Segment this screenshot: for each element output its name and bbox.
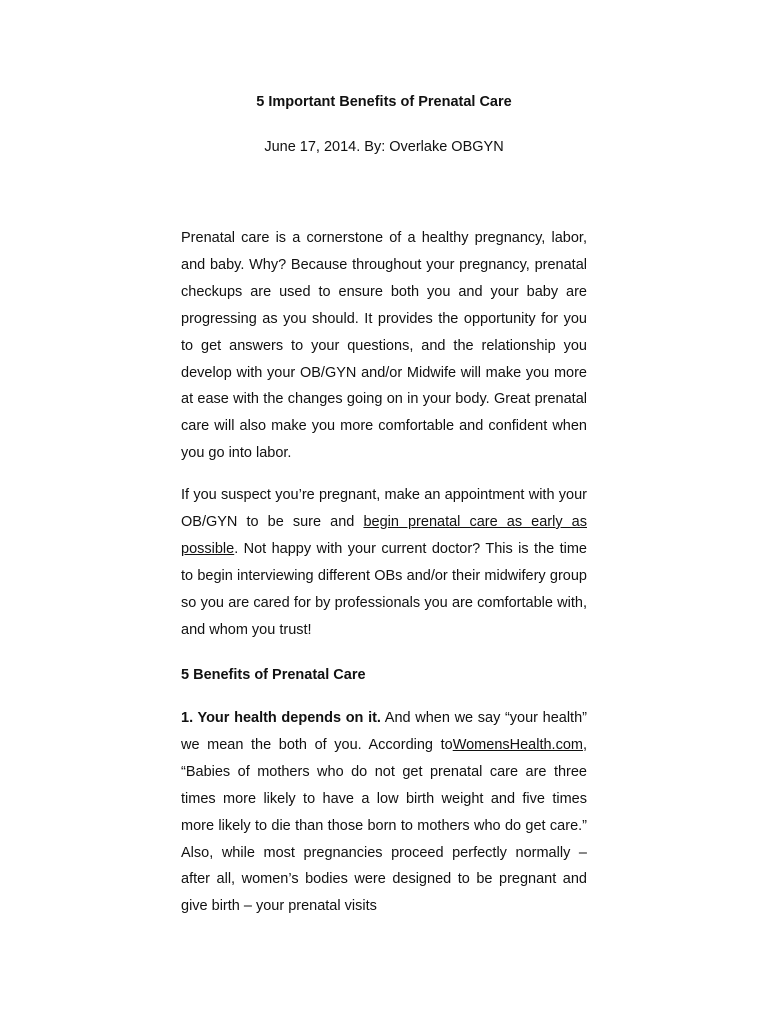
document-dateline: June 17, 2014. By: Overlake OBGYN [264,139,504,155]
benefit-1-text [181,705,587,920]
suspect-pregnant-text [181,482,587,643]
suspect-pregnant-text-before: If you suspect you’re pregnant, make an appointment with your OB/GYN to be sure and [181,487,587,530]
suspect-pregnant-text-after: . Not happy with your current doctor? This is the time to begin interviewing different OBs and/or their midwifery group so you are cared for by professionals you are comfortable with, and whom you trust! [181,540,587,638]
womenshealth-link[interactable]: WomensHealth.com [452,736,583,753]
document-title: 5 Important Benefits of Prenatal Care [256,94,512,110]
benefit-1-paragraph [181,705,587,920]
intro-paragraph [181,225,587,467]
prenatal-care-early-link[interactable]: begin prenatal care as early as possible [181,513,587,557]
intro-paragraph-text: Prenatal care is a cornerstone of a healthy pregnancy, labor, and baby. Why? Because throughout your pregnancy, prenatal checkups are used to ensure both you and your baby are progressing as you should. It provides the opportunity for you to get answers to your questions, and the relationship you develop with your OB/GYN and/or Midwife will make you more at ease with the changes going on in your body. Great prenatal care will also make you more comfortable and confident when you go into labor. [181,230,587,462]
benefit-1-heading: 1. Your health depends on it. [181,710,381,726]
suspect-pregnant-paragraph [181,482,587,643]
section-heading: 5 Benefits of Prenatal Care [181,667,366,683]
benefit-1-text-b: , “Babies of mothers who do not get prenatal care are three times more likely to have a low birth weight and five times more likely to die than those born to mothers who do get care.” Also, while most pregnancies proceed perfectly normally – after all, women’s bodies were designed to be pregnant and give birth – your prenatal visits [181,736,587,915]
benefit-1-text-a: And when we say “your health” we mean the both of you. According to [181,710,587,753]
